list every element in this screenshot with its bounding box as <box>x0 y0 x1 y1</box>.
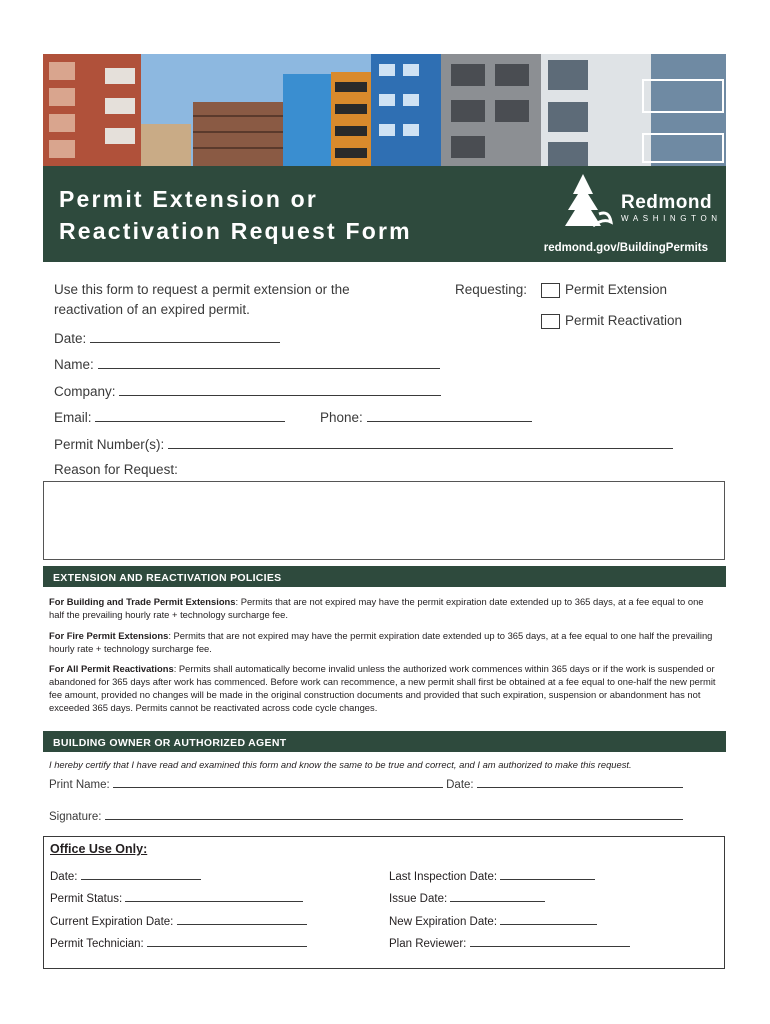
new-expiration-label: New Expiration Date: <box>389 916 498 928</box>
email-label: Email: <box>54 410 92 425</box>
policy-reactivation <box>49 662 721 714</box>
form-title-line-2: Reactivation Request Form <box>59 218 412 244</box>
plan-reviewer-field[interactable] <box>389 936 630 950</box>
owner-heading: BUILDING OWNER OR AUTHORIZED AGENT <box>53 737 287 749</box>
date-field[interactable] <box>54 330 280 346</box>
office-date-field[interactable] <box>50 869 201 883</box>
plan-reviewer-label: Plan Reviewer: <box>389 938 467 950</box>
header-banner-image <box>43 54 726 166</box>
certification-statement: I hereby certify that I have read and examined this form and know the same to be true and correct, and I am authorized to make this request. <box>49 759 632 770</box>
phone-field[interactable] <box>320 409 532 425</box>
policies-heading-bar <box>43 566 726 587</box>
email-line[interactable] <box>95 409 285 422</box>
last-inspection-field[interactable] <box>389 869 595 883</box>
name-label: Name: <box>54 357 94 372</box>
permit-numbers-field[interactable] <box>54 436 673 452</box>
policy-reactivation-title: For All Permit Reactivations <box>49 663 174 674</box>
name-field[interactable] <box>54 356 440 372</box>
company-line[interactable] <box>119 383 441 396</box>
current-expiration-label: Current Expiration Date: <box>50 916 174 928</box>
office-date-label: Date: <box>50 871 78 883</box>
current-expiration-field[interactable] <box>50 914 307 928</box>
permit-numbers-line[interactable] <box>168 436 673 449</box>
signature-field[interactable] <box>49 809 683 823</box>
permit-extension-label: Permit Extension <box>565 282 668 297</box>
intro-line-1: Use this form to request a permit extension or the <box>54 282 350 297</box>
signature-line[interactable] <box>105 809 683 820</box>
building-permits-url[interactable]: redmond.gov/BuildingPermits <box>543 242 708 254</box>
print-name-field[interactable] <box>49 777 683 791</box>
plan-reviewer-line[interactable] <box>470 936 630 947</box>
permit-technician-line[interactable] <box>147 936 307 947</box>
permit-status-field[interactable] <box>50 891 303 905</box>
policy-reactivation-text: : Permits shall automatically become invalid unless the authorized work commences within 365 days or if the work is suspended or abandoned for 365 days after work has commenced. Before work can recommence, a new permit shall first be obtained at a fee equal to one-half the new permit fee amount, provided no changes will be made in the original construction documents and provided that such expiration, suspension or abandonment has not exceeded 365 days. Permits cannot be reactivated across code cycle changes. <box>49 663 716 713</box>
issue-date-field[interactable] <box>389 891 545 905</box>
policy-fire-text: : Permits that are not expired may have the permit expiration date extended up to 365 days, at a fee equal to one half the prevailing hourly rate + technology surcharge fee. <box>49 630 713 654</box>
policies-heading: EXTENSION AND REACTIVATION POLICIES <box>53 572 282 584</box>
signature-label: Signature: <box>49 811 102 823</box>
permit-numbers-label: Permit Number(s): <box>54 437 165 452</box>
date-label: Date: <box>54 331 87 346</box>
permit-technician-field[interactable] <box>50 936 307 950</box>
reason-label: Reason for Request: <box>54 462 178 477</box>
policy-building-trade-title: For Building and Trade Permit Extensions <box>49 596 236 607</box>
reason-textbox[interactable] <box>43 481 725 560</box>
office-use-heading: Office Use Only: <box>50 842 148 856</box>
permit-reactivation-label: Permit Reactivation <box>565 313 683 328</box>
phone-label: Phone: <box>320 410 363 425</box>
company-label: Company: <box>54 384 116 399</box>
new-expiration-field[interactable] <box>389 914 597 928</box>
form-title-line-1: Permit Extension or <box>59 186 319 212</box>
logo-name: Redmond <box>621 192 713 213</box>
current-expiration-line[interactable] <box>177 914 307 925</box>
name-line[interactable] <box>98 356 440 369</box>
form-header <box>43 166 726 262</box>
logo-subtitle: WASHINGTON <box>621 214 722 223</box>
office-date-line[interactable] <box>81 869 201 880</box>
permit-technician-label: Permit Technician: <box>50 938 144 950</box>
buildings-illustration <box>43 54 726 166</box>
phone-line[interactable] <box>367 409 532 422</box>
permit-extension-checkbox[interactable] <box>541 283 560 298</box>
email-field[interactable] <box>54 409 285 425</box>
issue-date-label: Issue Date: <box>389 893 448 905</box>
owner-heading-bar <box>43 731 726 752</box>
company-field[interactable] <box>54 383 441 399</box>
print-name-label: Print Name: <box>49 779 110 791</box>
permit-status-label: Permit Status: <box>50 893 123 905</box>
policy-building-trade-text: : Permits that are not expired may have the permit expiration date extended up to 365 days, at a fee equal to one half the prevailing hourly rate + technology surcharge fee. <box>49 596 704 620</box>
permit-reactivation-checkbox[interactable] <box>541 314 560 329</box>
last-inspection-line[interactable] <box>500 869 595 880</box>
policy-fire <box>49 629 721 655</box>
date-line[interactable] <box>90 330 280 343</box>
office-use-box <box>43 836 725 969</box>
last-inspection-label: Last Inspection Date: <box>389 871 498 883</box>
owner-date-line[interactable] <box>477 777 683 788</box>
intro-line-2: reactivation of an expired permit. <box>54 302 250 317</box>
issue-date-line[interactable] <box>450 891 545 902</box>
new-expiration-line[interactable] <box>500 914 597 925</box>
permit-status-line[interactable] <box>125 891 303 902</box>
print-name-line[interactable] <box>113 777 443 788</box>
owner-date-label: Date: <box>446 779 474 791</box>
policy-building-trade <box>49 595 721 621</box>
redmond-logo-icon <box>553 170 617 234</box>
policy-fire-title: For Fire Permit Extensions <box>49 630 169 641</box>
requesting-label: Requesting: <box>455 282 528 297</box>
